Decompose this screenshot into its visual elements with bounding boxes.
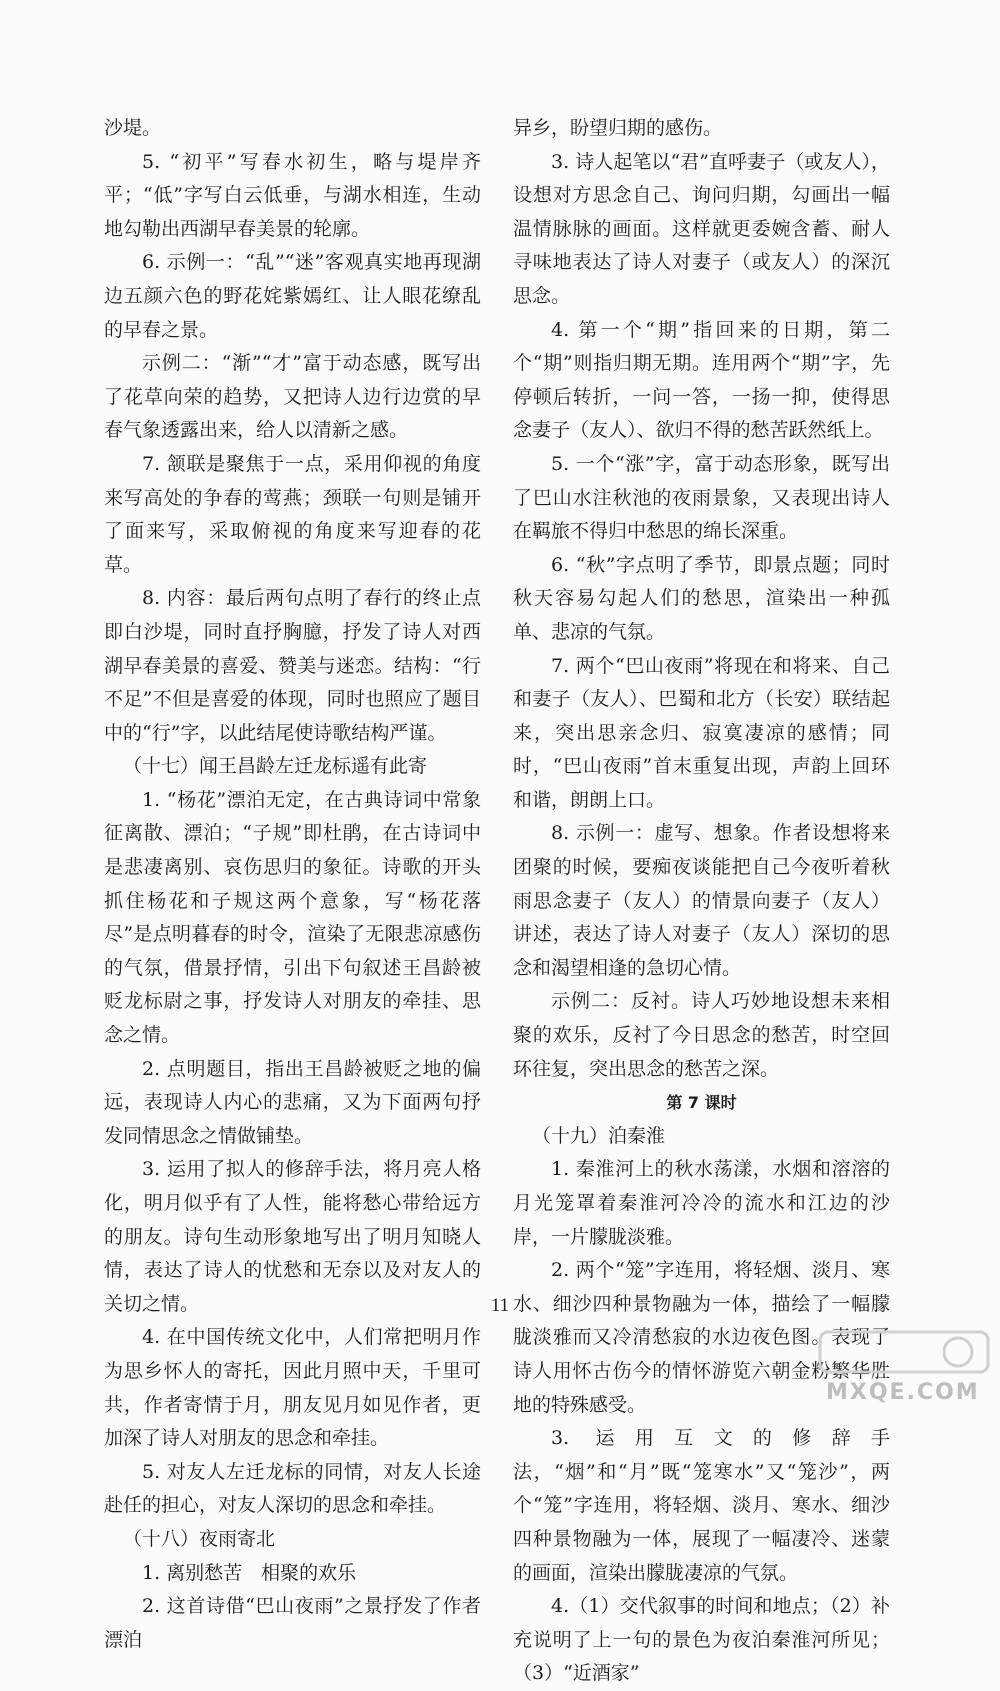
left-paragraph-11: 5. 对友人左迁龙标的同情，对友人长途赴任的担心，对友人深切的思念和牵挂。	[104, 1460, 481, 1517]
left-paragraph-8: 2. 点明题目，指出王昌龄被贬之地的偏远，表现诗人内心的悲痛，又为下面两句抒发同情思念之情做铺垫。	[104, 1057, 481, 1147]
right-paragraph-4: 6. “秋”字点明了季节，即景点题；同时秋天容易勾起人们的愁思，渲染出一种孤单、悲凉的气氛。	[513, 553, 890, 643]
left-paragraph-12: （十八）夜雨寄北	[123, 1527, 276, 1550]
right-paragraph-12: 3. 运用互文的修辞手法，“烟”和“月”既“笼寒水”又“笼沙”，两个“笼”字连用，将轻烟、淡月、寒水、细沙四种景物融为一体，展现了一幅凄冷、迷蒙的画面，渲染出朦胧凄凉的气氛。	[513, 1427, 890, 1584]
page-number: 11	[490, 1295, 510, 1316]
left-paragraph-4: 7. 颔联是聚焦于一点，采用仰视的角度来写高处的争春的莺燕；颈联一句则是铺开了面来写，采取俯视的角度来写迎春的花草。	[104, 452, 481, 576]
left-paragraph-7: 1. “杨花”漂泊无定，在古典诗词中常象征离散、漂泊；“子规”即杜鹃，在古诗词中是悲凄离别、哀伤思归的象征。诗歌的开头抓住杨花和子规这两个意象，写“杨花落尽”是点明暮春的时令，渲染了无限悲凉感伤的气氛，借景抒情，引出下句叙述王昌龄被贬龙标尉之事，抒发诗人对朋友的牵挂、思念之情。	[104, 788, 481, 1047]
right-paragraph-6: 8. 示例一：虚写、想象。作者设想将来团聚的时候，要痴夜谈能把自己今夜听着秋雨思念妻子（友人）的情景向妻子（友人）讲述，表达了诗人对妻子（友人）深切的思念和渴望相逢的急切心情。	[513, 822, 890, 979]
right-paragraph-2: 4. 第一个“期”指回来的日期，第二个“期”则指归期无期。连用两个“期”字，先停顿后转折，一问一答，一扬一抑，使得思念妻子（友人）、欲归不得的愁苦跃然纸上。	[513, 318, 890, 442]
left-paragraph-9: 3. 运用了拟人的修辞手法，将月亮人格化，明月似乎有了人性，能将愁心带给远方的朋友。诗句生动形象地写出了明月知晓人情，表达了诗人的忧愁和无奈以及对友人的关切之情。	[104, 1158, 481, 1315]
left-paragraph-0: 沙堤。	[104, 117, 162, 139]
watermark-badge-icon	[818, 1328, 990, 1376]
left-paragraph-3: 示例二：“渐”“才”富于动态感，既写出了花草向荣的趋势，又把诗人边行边赏的早春气象透露出来，给人以清新之感。	[104, 352, 481, 442]
left-paragraph-10: 4. 在中国传统文化中，人们常把明月作为思乡怀人的寄托，因此月照中天，千里可共，作者寄情于月，朋友见月如见作者，更加深了诗人对朋友的思念和牵挂。	[104, 1326, 481, 1450]
left-paragraph-13: 1. 离别愁苦 相聚的欢乐	[142, 1561, 357, 1584]
watermark-logo	[818, 1328, 990, 1412]
left-paragraph-6: （十七）闻王昌龄左迁龙标遥有此寄	[123, 755, 428, 778]
right-column	[513, 112, 890, 1691]
left-column	[104, 112, 481, 1657]
right-paragraph-1: 3. 诗人起笔以“君”直呼妻子（或友人），设想对方思念自己、询问归期，勾画出一幅温情脉脉的画面。这样就更委婉含蓄、耐人寻味地表达了诗人对妻子（或友人）的深沉思念。	[513, 150, 890, 307]
right-paragraph-9: （十九）泊秦淮	[532, 1124, 666, 1147]
right-paragraph-3: 5. 一个“涨”字，富于动态形象，既写出了巴山水注秋池的夜雨景象，又表现出诗人在羁旅不得归中愁思的绵长深重。	[513, 452, 890, 543]
right-paragraph-8: 第 7 课时	[666, 1093, 737, 1113]
left-paragraph-2: 6. 示例一：“乱”“迷”客观真实地再现湖边五颜六色的野花姹紫嫣红、让人眼花缭乱的早春之景。	[104, 251, 481, 341]
left-paragraph-1: 5. “初平”写春水初生，略与堤岸齐平；“低”字写白云低垂，与湖水相连，生动地勾勒出西湖早春美景的轮廓。	[104, 150, 481, 240]
right-paragraph-0: 异乡，盼望归期的感伤。	[513, 117, 723, 139]
right-paragraph-5: 7. 两个“巴山夜雨”将现在和将来、自己和妻子（友人）、巴蜀和北方（长安）联结起来，突出思亲念归、寂寞凄凉的感情；同时，“巴山夜雨”首末重复出现，声韵上回环和谐，朗朗上口。	[513, 654, 890, 811]
right-paragraph-11: 2. 两个“笼”字连用，将轻烟、淡月、寒水、细沙四种景物融为一体，描绘了一幅朦胧淡雅而又冷清愁寂的水边夜色图。表现了诗人用怀古伤今的情怀游览六朝金粉繁华胜地的特殊感受。	[513, 1259, 890, 1416]
watermark-url: MXQE.COM	[826, 1380, 980, 1405]
right-paragraph-10: 1. 秦淮河上的秋水荡漾，水烟和溶溶的月光笼罩着秦淮河冷冷的流水和江边的沙岸，一片朦胧淡雅。	[513, 1158, 890, 1248]
left-paragraph-14: 2. 这首诗借“巴山夜雨”之景抒发了作者漂泊	[104, 1595, 481, 1651]
right-paragraph-7: 示例二：反衬。诗人巧妙地设想未来相聚的欢乐，反衬了今日思念的愁苦，时空回环往复，突出思念的愁苦之深。	[513, 990, 890, 1080]
right-paragraph-13: 4.（1）交代叙事的时间和地点；（2）补充说明了上一句的景色为夜泊秦淮河所见；（3）“近酒家”	[513, 1595, 890, 1685]
left-paragraph-5: 8. 内容：最后两句点明了春行的终止点即白沙堤，同时直抒胸臆，抒发了诗人对西湖早春美景的喜爱、赞美与迷恋。结构：“行不足”不但是喜爱的体现，同时也照应了题目中的“行”字，以此结尾使诗歌结构严谨。	[104, 587, 481, 744]
